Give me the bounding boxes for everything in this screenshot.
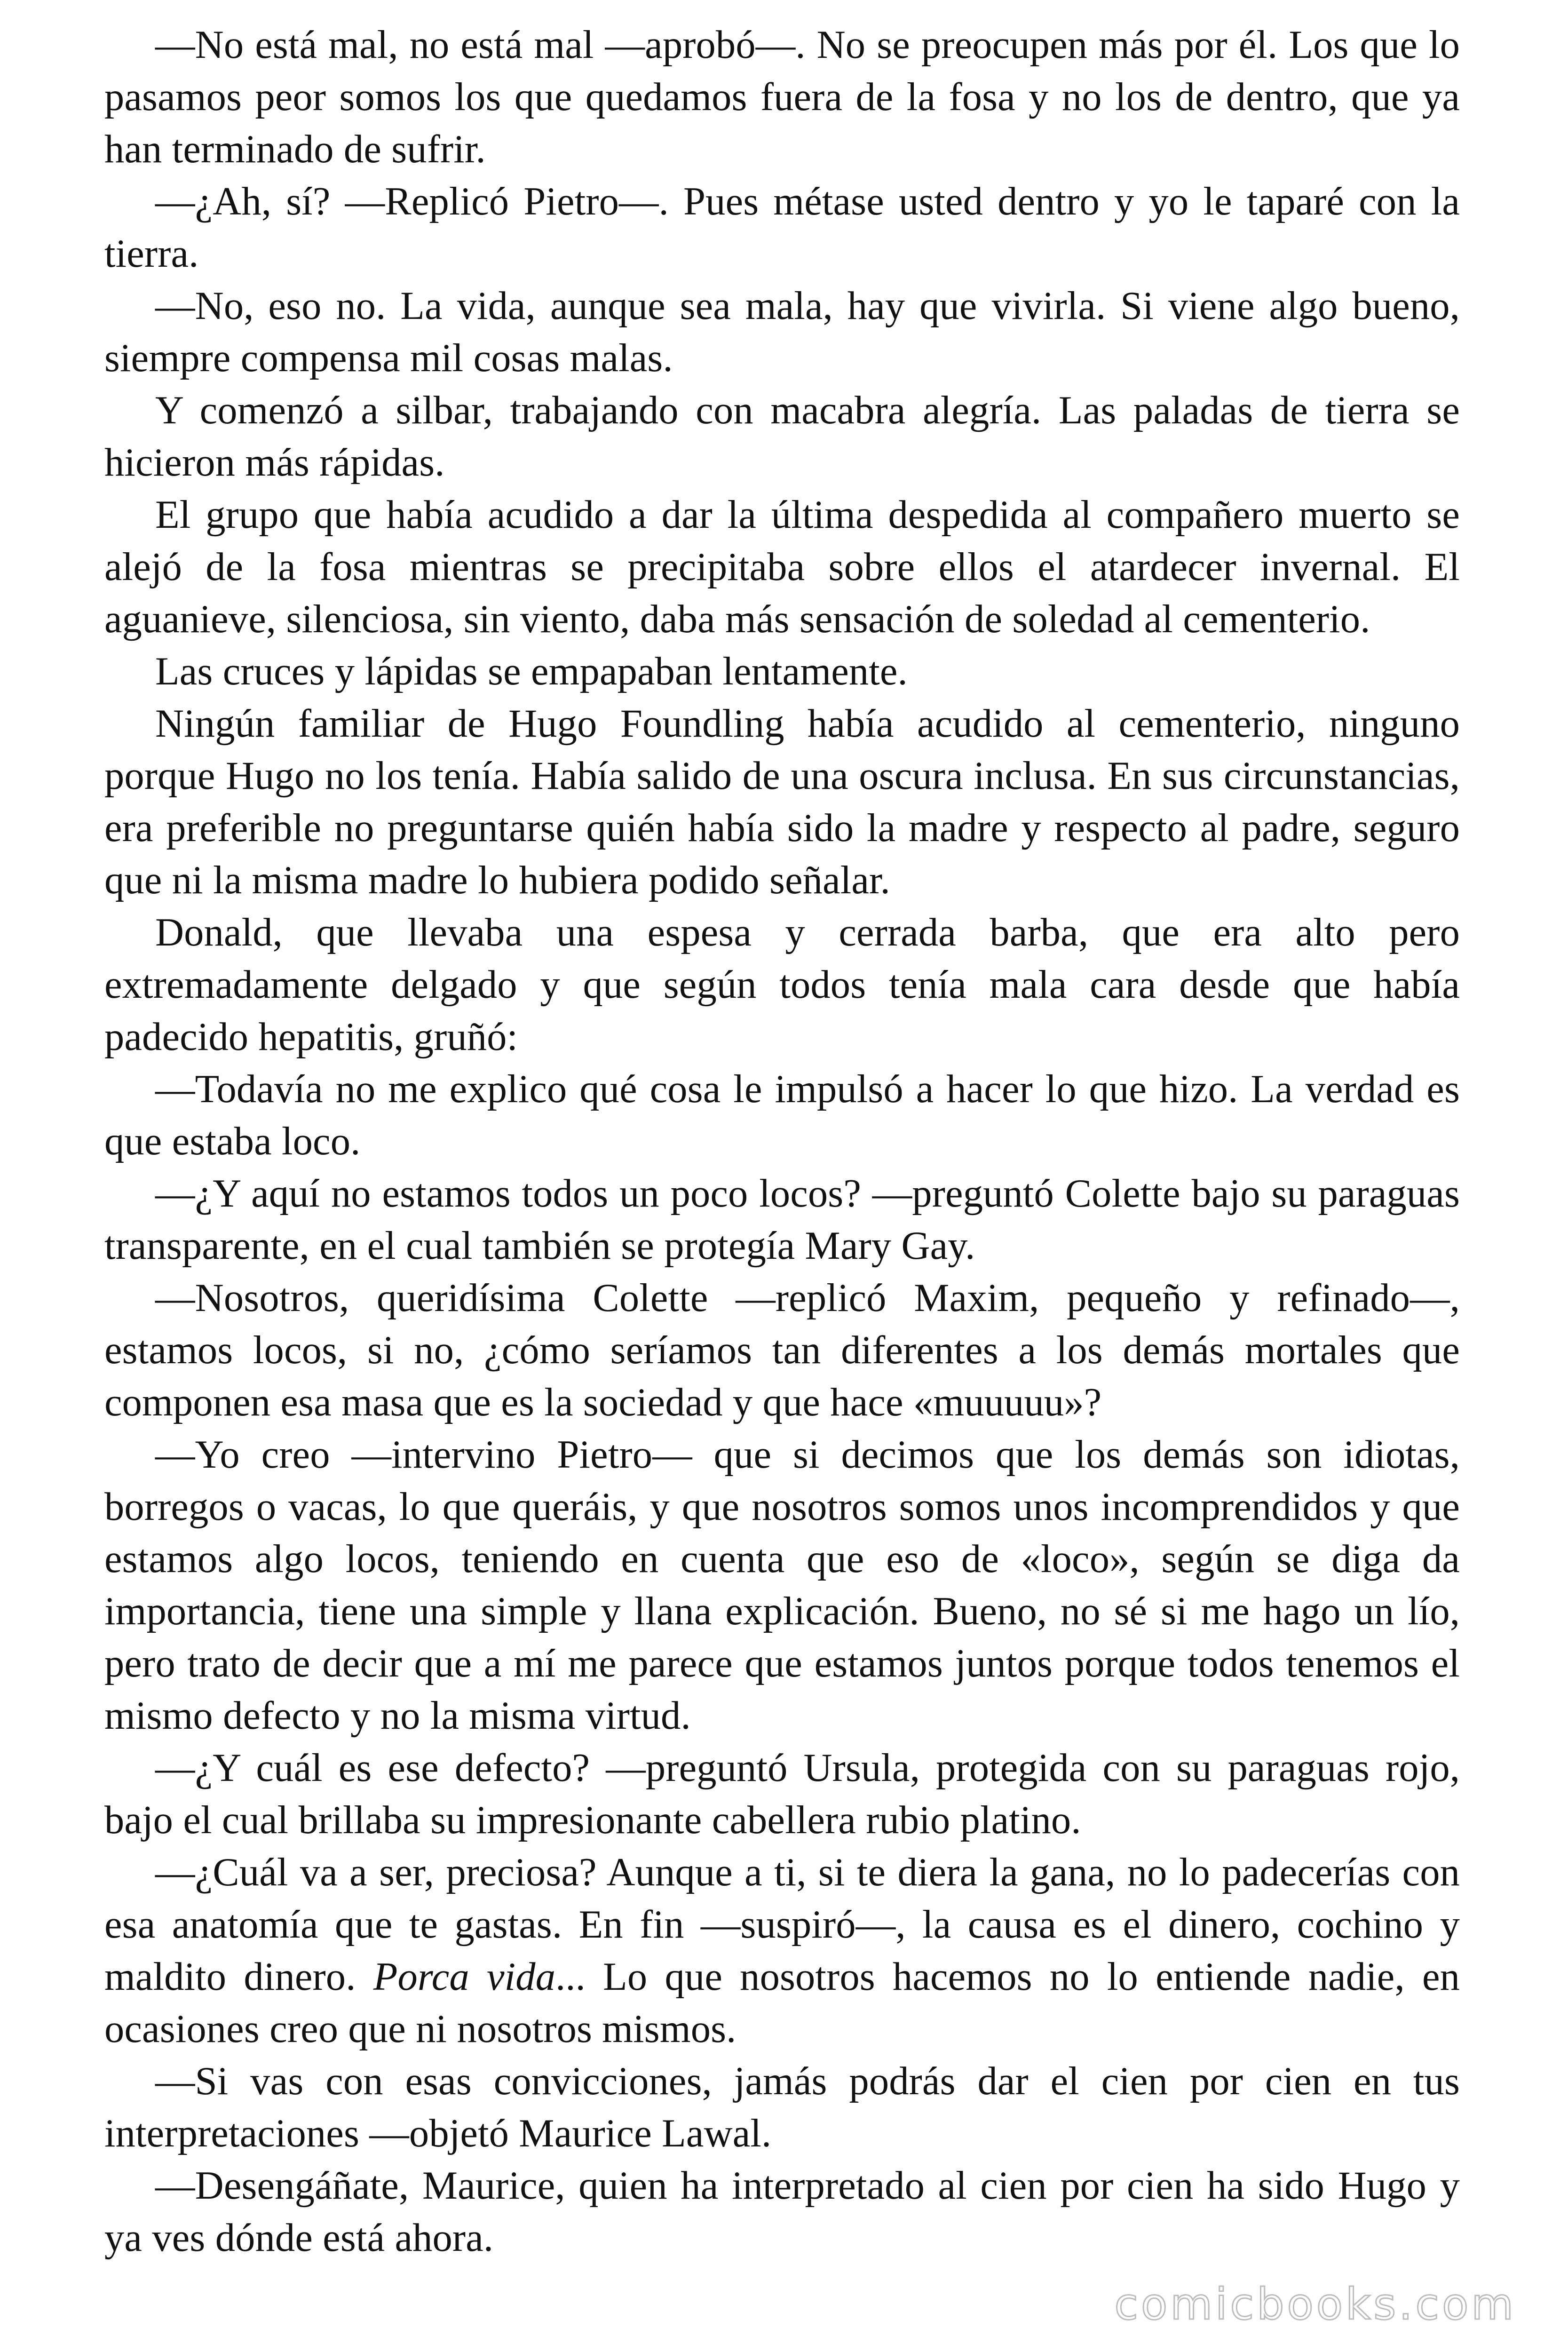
paragraph: —¿Y cuál es ese defecto? —preguntó Ursula, protegida con su paraguas rojo, bajo el cual brillaba su impresionante cabellera rubio platino. — [104, 1746, 1460, 1842]
paragraph — [104, 1846, 1460, 2055]
paragraph: —¿Y aquí no estamos todos un poco locos? —preguntó Colette bajo su paraguas transparente, en el cual también se protegía Mary Gay. — [104, 1172, 1460, 1268]
paragraph: —¿Ah, sí? —Replicó Pietro—. Pues métase usted dentro y yo le taparé con la tierra. — [104, 180, 1460, 276]
watermark: comicbooks.com — [1114, 2279, 1516, 2329]
paragraph-text: —¿Cuál va a ser, preciosa? Aunque a ti, si te diera la gana, no lo padecerías con esa anatomía que te gastas. En fin —suspiró—, la causa es el dinero, cochino y maldito dinero. — [104, 1851, 1460, 1999]
paragraph: —No, eso no. La vida, aunque sea mala, hay que vivirla. Si viene algo bueno, siempre compensa mil cosas malas. — [104, 284, 1460, 380]
paragraph: —Yo creo —intervino Pietro— que si decimos que los demás son idiotas, borregos o vacas, lo que queráis, y que nosotros somos unos incomprendidos y que estamos algo locos, teniendo en cuenta que eso de «loco», según se diga da importancia, tiene una simple y llana explicación. Bueno, no sé si me hago un lío, pero trato de decir que a mí me parece que estamos juntos porque todos tenemos el mismo defecto y no la misma virtud. — [104, 1433, 1460, 1738]
paragraph: —Si vas con esas convicciones, jamás podrás dar el cien por cien en tus interpretaciones —objetó Maurice Lawal. — [104, 2059, 1460, 2155]
paragraph: —Desengáñate, Maurice, quien ha interpretado al cien por cien ha sido Hugo y ya ves dónde está ahora. — [104, 2164, 1460, 2260]
paragraph: —No está mal, no está mal —aprobó—. No se preocupen más por él. Los que lo pasamos peor somos los que quedamos fuera de la fosa y no los de dentro, que ya han terminado de sufrir. — [104, 23, 1460, 171]
body-text — [104, 19, 1460, 2264]
paragraph: Y comenzó a silbar, trabajando con macabra alegría. Las paladas de tierra se hicieron más rápidas. — [104, 389, 1460, 485]
paragraph: —Todavía no me explico qué cosa le impulsó a hacer lo que hizo. La verdad es que estaba loco. — [104, 1067, 1460, 1163]
paragraph: Donald, que llevaba una espesa y cerrada barba, que era alto pero extremadamente delgado y que según todos tenía mala cara desde que había padecido hepatitis, gruñó: — [104, 911, 1460, 1059]
paragraph: Las cruces y lápidas se empapaban lentamente. — [155, 650, 908, 693]
italic-phrase: Porca vida — [373, 1955, 556, 1999]
paragraph: El grupo que había acudido a dar la última despedida al compañero muerto se alejó de la fosa mientras se precipitaba sobre ellos el atardecer invernal. El aguanieve, silenciosa, sin viento, daba más sensación de soledad al cementerio. — [104, 493, 1460, 641]
paragraph: Ningún familiar de Hugo Foundling había acudido al cementerio, ninguno porque Hugo no los tenía. Había salido de una oscura inclusa. En sus circunstancias, era preferible no preguntarse quién había sido la madre y respecto al padre, seguro que ni la misma madre lo hubiera podido señalar. — [104, 702, 1460, 902]
paragraph: —Nosotros, queridísima Colette —replicó Maxim, pequeño y refinado—, estamos locos, si no, ¿cómo seríamos tan diferentes a los demás mortales que componen esa masa que es la sociedad y que hace «muuuuu»? — [104, 1276, 1460, 1424]
paragraph-text: ... Lo que nosotros hacemos no lo entiende nadie, en ocasiones creo que ni nosotros mismos. — [104, 1955, 1460, 2051]
